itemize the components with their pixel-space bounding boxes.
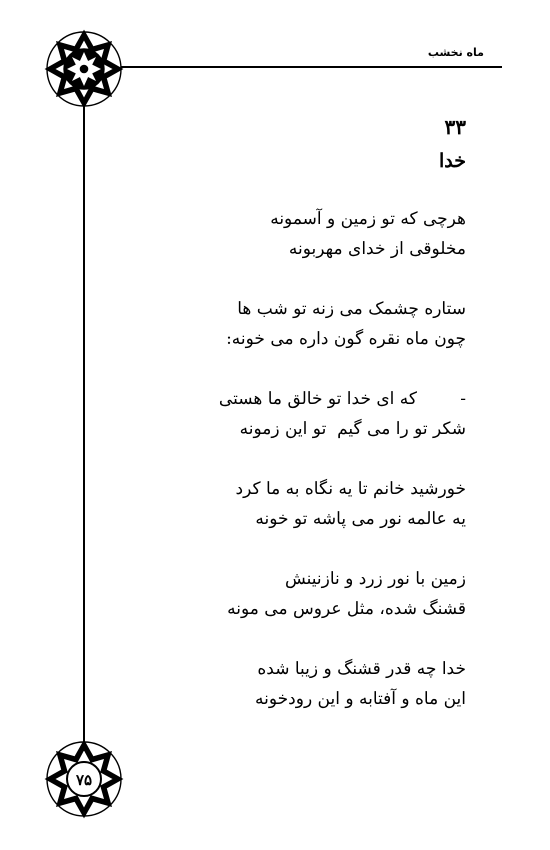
poem-line: - که ای خدا تو خالق ما هستی (218, 389, 466, 409)
poem-number: ۳۳ (444, 115, 466, 139)
poem-line: یه عالمه نور می پاشه تو خونه (255, 509, 466, 529)
stanza (106, 564, 466, 624)
geometric-rosette-icon (43, 28, 125, 110)
stanza (106, 204, 466, 264)
poem-line: مخلوقی از خدای مهربونه (288, 239, 466, 259)
stanza (106, 384, 466, 444)
page-number: ۷۵ (75, 771, 93, 789)
poem-line: چون ماه نقره گون داره می خونه: (226, 329, 466, 349)
poem-line: هرچی که تو زمین و آسمونه (270, 209, 466, 229)
stanza (106, 474, 466, 534)
header-rule (84, 66, 502, 68)
poem-title: خدا (439, 150, 466, 172)
poem (106, 112, 466, 714)
poem-body (106, 204, 466, 714)
margin-rule (83, 66, 85, 778)
poem-line: شکر تو را می گیم تو این زمونه (239, 419, 466, 439)
poem-line: ستاره چشمک می زنه تو شب ها (237, 299, 466, 319)
running-header-book-title: ماه نخشب (427, 46, 484, 59)
poem-line: قشنگ شده، مثل عروس می مونه (227, 599, 466, 619)
poem-line: این ماه و آفتابه و این رودخونه (255, 689, 466, 709)
poem-line: زمین با نور زرد و نازنینش (284, 569, 466, 589)
poem-line: خورشید خانم تا یه نگاه به ما کرد (235, 479, 466, 499)
stanza (106, 654, 466, 714)
stanza (106, 294, 466, 354)
poem-line: خدا چه قدر قشنگ و زیبا شده (257, 659, 466, 679)
